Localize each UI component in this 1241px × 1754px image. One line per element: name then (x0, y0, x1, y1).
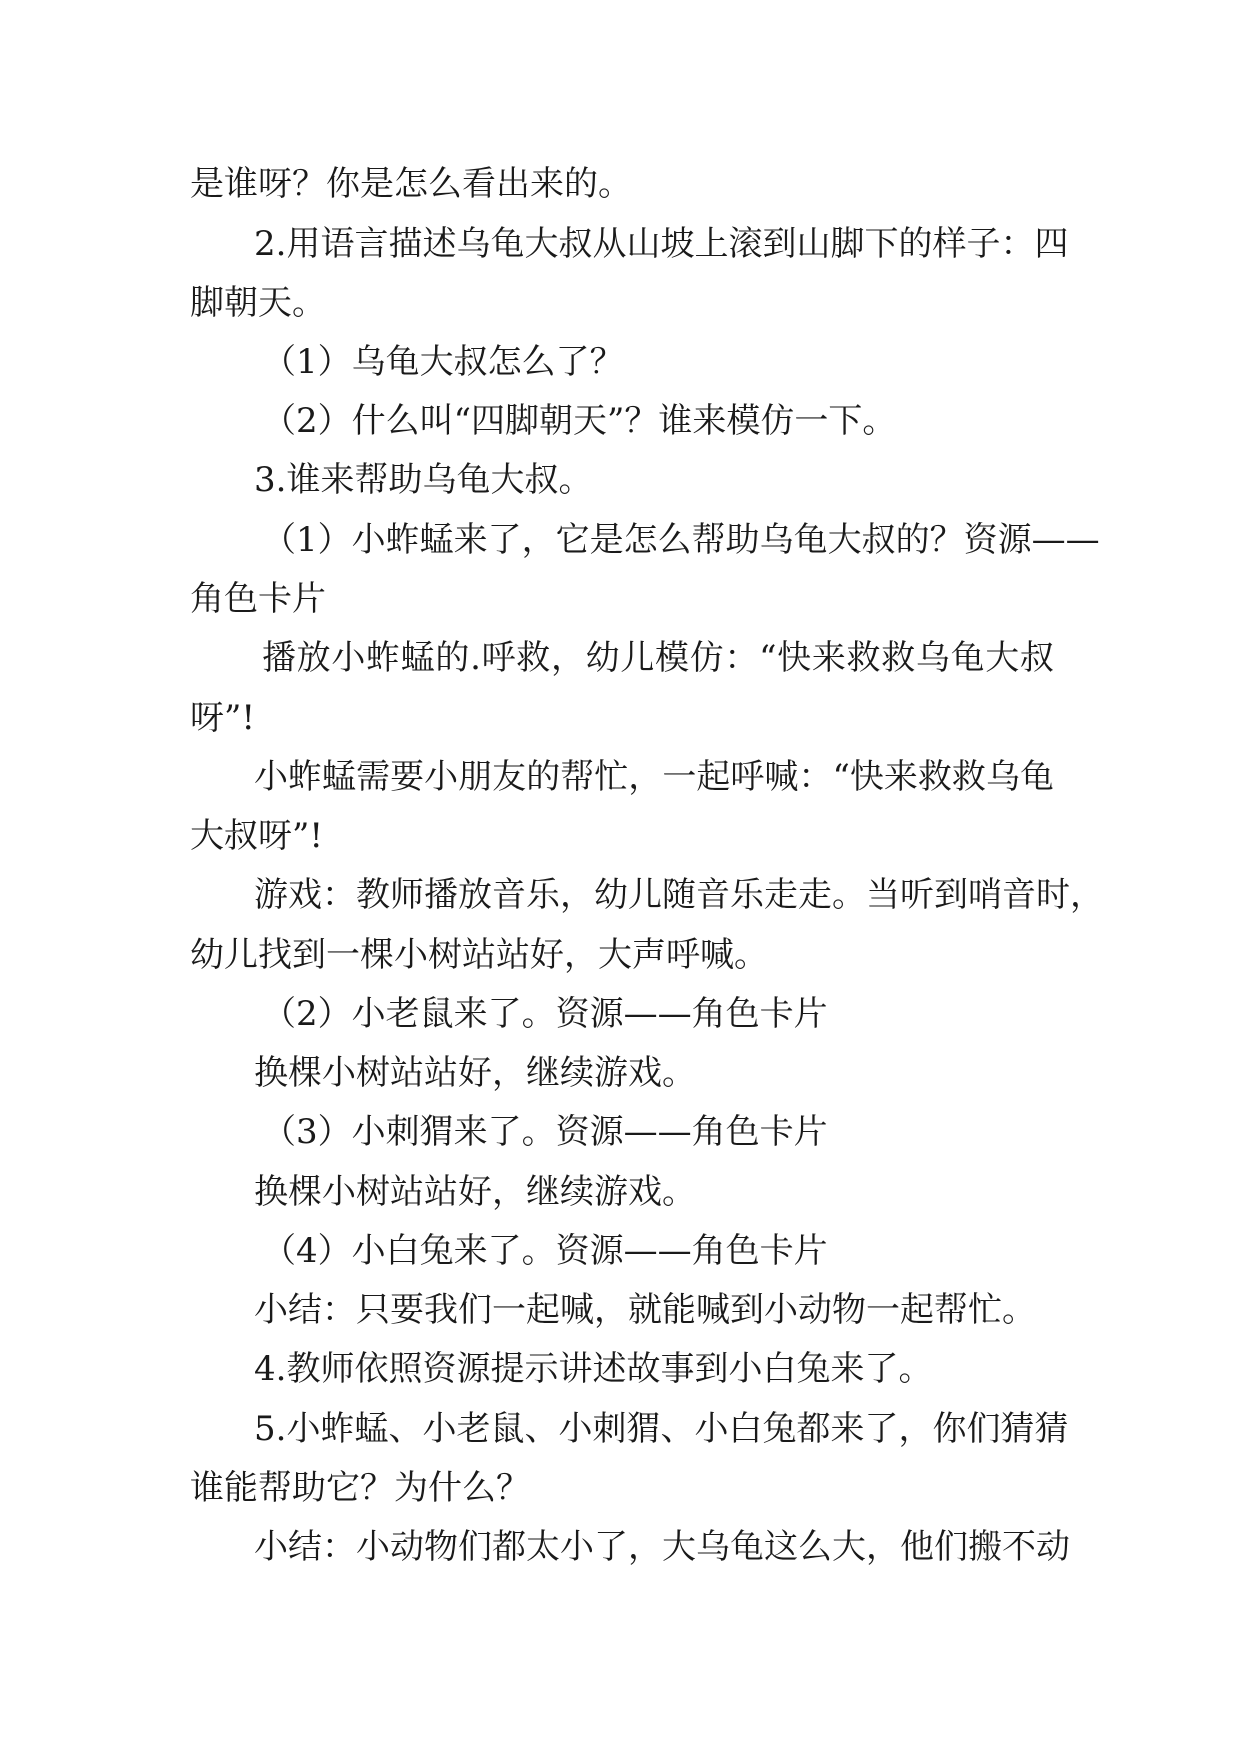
text-line: 幼儿找到一棵小树站站好，大声呼喊。 (190, 935, 768, 975)
text-line: 播放小蚱蜢的.呼救，幼儿模仿：“快来救救乌龟大叔 (262, 638, 1054, 678)
text-line: （2）什么叫“四脚朝天”？谁来模仿一下。 (262, 401, 897, 441)
text-line: 是谁呀？你是怎么看出来的。 (190, 164, 632, 204)
text-line: 5.小蚱蜢、小老鼠、小刺猬、小白兔都来了，你们猜猜 (254, 1409, 1069, 1449)
text-line: 脚朝天。 (190, 283, 326, 323)
text-line: 谁能帮助它？为什么？ (190, 1468, 530, 1508)
text-line: （1）乌龟大叔怎么了？ (262, 342, 624, 382)
text-line: （1）小蚱蜢来了，它是怎么帮助乌龟大叔的？资源—— (262, 520, 1100, 560)
text-line: 呀”! (190, 698, 256, 738)
text-line: 小蚱蜢需要小朋友的帮忙，一起呼喊：“快来救救乌龟 (254, 757, 1054, 797)
text-line: 游戏：教师播放音乐，幼儿随音乐走走。当听到哨音时， (254, 875, 1104, 915)
text-line: 角色卡片 (190, 579, 326, 619)
text-line: 大叔呀”! (190, 816, 324, 856)
text-line: 3.谁来帮助乌龟大叔。 (254, 460, 593, 500)
text-line: 小结：小动物们都太小了，大乌龟这么大，他们搬不动 (254, 1527, 1070, 1567)
text-line: 换棵小树站站好，继续游戏。 (254, 1172, 696, 1212)
text-line: （4）小白兔来了。资源——角色卡片 (262, 1231, 828, 1271)
text-line: 4.教师依照资源提示讲述故事到小白兔来了。 (254, 1349, 933, 1389)
text-line: （3）小刺猬来了。资源——角色卡片 (262, 1112, 828, 1152)
text-line: 2.用语言描述乌龟大叔从山坡上滚到山脚下的样子：四 (254, 224, 1069, 264)
text-line: 换棵小树站站好，继续游戏。 (254, 1053, 696, 1093)
text-line: （2）小老鼠来了。资源——角色卡片 (262, 994, 828, 1034)
text-line: 小结：只要我们一起喊，就能喊到小动物一起帮忙。 (254, 1290, 1036, 1330)
